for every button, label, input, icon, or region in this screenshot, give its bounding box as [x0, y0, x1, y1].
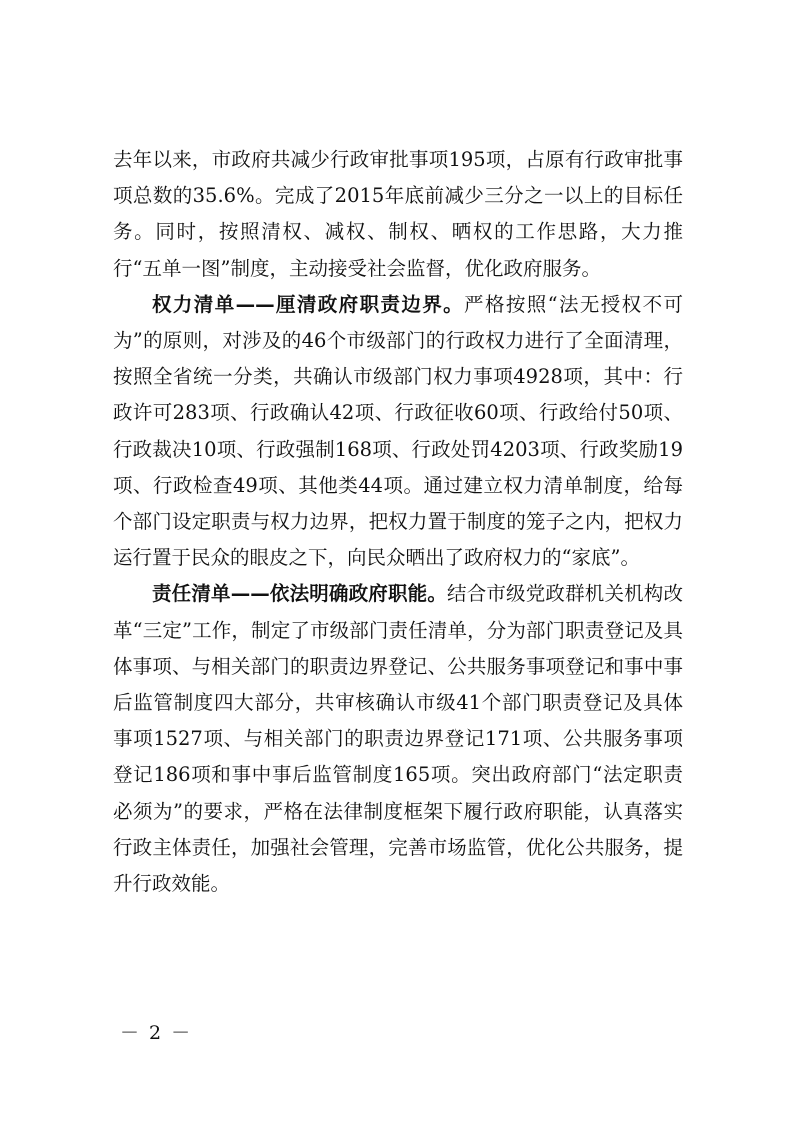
- document-body: [113, 142, 683, 902]
- paragraph-power-list: [113, 287, 683, 577]
- paragraph-heading: 权力清单——厘清政府职责边界。: [152, 292, 465, 316]
- paragraph-text: 去年以来，市政府共减少行政审批事项195项，占原有行政审批事项总数的35.6%。完成了2015年底前减少三分之一以上的目标任务。同时，按照清权、减权、制权、晒权的工作思路，大力推行“五单一图”制度，主动接受社会监督，优化政府服务。: [113, 148, 683, 280]
- paragraph-intro: [113, 142, 683, 287]
- paragraph-responsibility-list: [113, 576, 683, 902]
- page-number: － 2 －: [120, 1022, 193, 1044]
- paragraph-heading: 责任清单——依法明确政府职能。: [152, 582, 448, 606]
- paragraph-text: 严格按照“法无授权不可为”的原则，对涉及的46个市级部门的行政权力进行了全面清理，按照全省统一分类，共确认市级部门权力事项4928项，其中：行政许可283项、行政确认42项、行政征收60项、行政给付50项、行政裁决10项、行政强制168项、行政处罚4203项、行政奖励19项、行政检查49项、其他类44项。通过建立权力清单制度，给每个部门设定职责与权力边界，把权力置于制度的笼子之内，把权力运行置于民众的眼皮之下，向民众晒出了政府权力的“家底”。: [113, 292, 683, 570]
- paragraph-text: 结合市级党政群机关机构改革“三定”工作，制定了市级部门责任清单，分为部门职责登记及具体事项、与相关部门的职责边界登记、公共服务事项登记和事中事后监管制度四大部分，共审核确认市级41个部门职责登记及具体事项1527项、与相关部门的职责边界登记171项、公共服务事项登记186项和事中事后监管制度165项。突出政府部门“法定职责必须为”的要求，严格在法律制度框架下履行政府职能，认真落实行政主体责任，加强社会管理，完善市场监管，优化公共服务，提升行政效能。: [113, 582, 683, 896]
